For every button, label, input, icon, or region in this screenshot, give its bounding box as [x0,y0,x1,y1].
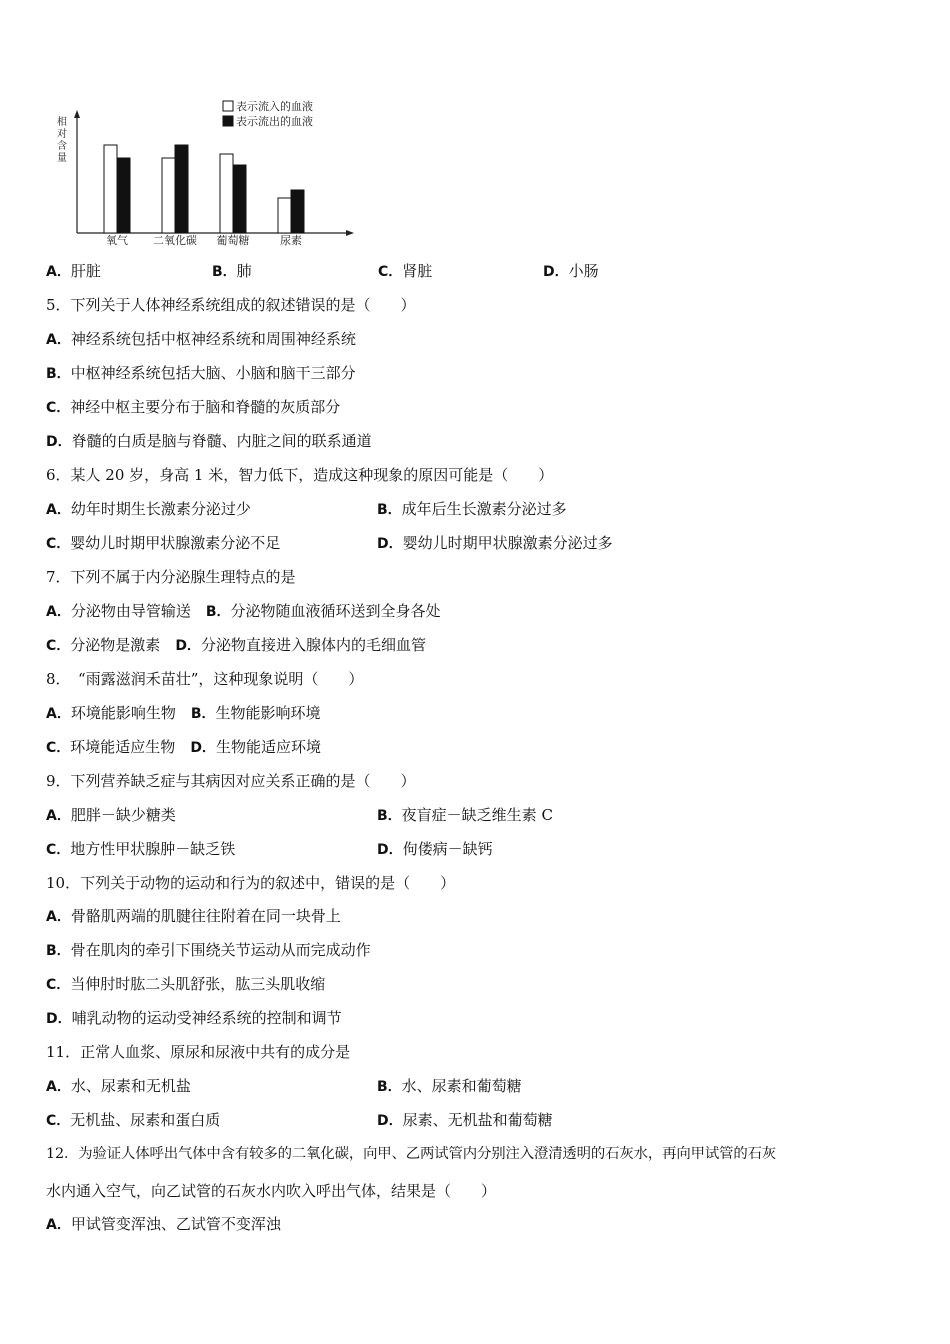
q11-option-a [46,1076,191,1097]
option-label: C． [46,400,71,416]
bar-inflow-3 [278,198,291,233]
q5-option-a [46,329,356,350]
legend-swatch-outflow [223,116,233,126]
option-text: 尿素、无机盐和葡萄糖 [402,1111,553,1129]
option-label: A． [46,1079,71,1095]
option-text: 生物能适应环境 [215,738,321,756]
q4-option-d [543,261,599,282]
option-text: 甲试管变浑浊、乙试管不变浑浊 [70,1215,281,1233]
option-label: A． [46,264,71,280]
q4-option-c [378,261,432,282]
q6-stem: 6．某人 20 岁，身高 1 米，智力低下，造成这种现象的原因可能是（ ） [46,466,554,484]
option-text: 神经中枢主要分布于脑和脊髓的灰质部分 [70,398,341,416]
q5-option-d [46,431,372,452]
option-text: 脊髓的白质是脑与脊髓、内脏之间的联系通道 [71,432,372,450]
q5-option-c [46,397,340,418]
option-text: 中枢神经系统包括大脑、小脑和脑干三部分 [70,364,356,382]
q11-stem: 11．正常人血浆、原尿和尿液中共有的成分是 [46,1043,351,1061]
option-text: 肥胖－缺少糖类 [70,806,176,824]
option-label: C． [46,842,71,858]
y-axis-arrow [74,110,80,118]
q6-option-b [377,499,567,520]
q6-option-d [377,533,613,554]
y-axis-label [57,115,67,164]
option-label: B． [377,808,402,824]
legend-swatch-inflow [223,101,233,111]
x-tick-label: 二氧化碳 [153,234,197,247]
option-text: 骨骼肌两端的肌腱往往附着在同一块骨上 [70,907,341,925]
option-text: 婴幼儿时期甲状腺激素分泌不足 [70,534,281,552]
q12-stem-line1: 12．为验证人体呼出气体中含有较多的二氧化碳，向甲、乙两试管内分别注入澄清透明的石灰水，再向甲试管的石灰 [46,1146,777,1162]
option-text: 佝偻病－缺钙 [402,840,493,858]
q8-stem: 8． “雨露滋润禾苗壮”，这种现象说明（ ） [46,670,364,688]
option-label: C． [46,740,71,756]
q10-stem: 10．下列关于动物的运动和行为的叙述中，错误的是（ ） [46,874,456,892]
option-label: A． [46,808,71,824]
q10-option-a [46,906,341,927]
option-label: C． [46,977,71,993]
option-text: 环境能影响生物 [70,704,176,722]
option-text: 分泌物直接进入腺体内的毛细血管 [200,636,426,654]
option-label: A． [46,332,71,348]
q9-option-d [377,839,493,860]
x-tick-label: 氧气 [106,234,128,247]
q8-options-row1 [46,703,321,724]
legend-label-inflow: 表示流入的血液 [236,100,313,113]
option-text: 夜盲症－缺乏维生素 C [401,806,553,824]
option-text: 骨在肌肉的牵引下围绕关节运动从而完成动作 [70,941,371,959]
q8-options-row2 [46,737,321,758]
legend-label-outflow: 表示流出的血液 [236,115,313,128]
option-label: B． [190,706,216,722]
y-axis-label-char: 含 [57,141,67,152]
option-label: C． [46,536,71,552]
option-label: D． [377,842,403,858]
option-label: A． [46,502,71,518]
option-text: 肺 [236,262,252,280]
option-label: C． [46,638,71,654]
q9-option-c [46,839,235,860]
q10-option-d [46,1008,342,1029]
bar-outflow-2 [233,165,246,233]
q11-option-d [377,1110,553,1131]
option-label: A． [46,1217,71,1233]
option-text: 幼年时期生长激素分泌过少 [70,500,251,518]
x-tick-label: 葡萄糖 [216,234,250,247]
bar-outflow-1 [175,145,188,233]
option-text: 无机盐、尿素和蛋白质 [70,1111,221,1129]
q4-option-a [46,261,101,282]
q7-options-row2 [46,635,426,656]
option-text: 哺乳动物的运动受神经系统的控制和调节 [71,1009,342,1027]
option-label: D． [46,434,72,450]
option-label: D． [377,536,403,552]
q12-stem-line2: 水内通入空气，向乙试管的石灰水内吹入呼出气体，结果是（ ） [46,1182,497,1200]
bar-inflow-1 [162,158,175,233]
q9-option-b [377,805,553,826]
q6-option-c [46,533,280,554]
q5-stem: 5．下列关于人体神经系统组成的叙述错误的是（ ） [46,296,416,314]
option-text: 婴幼儿时期甲状腺激素分泌过多 [402,534,613,552]
bar-inflow-0 [104,145,117,233]
q4-option-b [212,261,252,282]
option-label: B． [205,604,231,620]
option-text: 生物能影响环境 [215,704,321,722]
option-label: C． [46,1113,71,1129]
q7-options-row1 [46,601,441,622]
option-label: A． [46,706,71,722]
option-label: D． [543,264,569,280]
bar-inflow-2 [220,154,233,233]
option-label: A． [46,909,71,925]
option-text: 分泌物随血液循环送到全身各处 [230,602,441,620]
option-text: 分泌物是激素 [70,636,161,654]
option-label: B． [46,366,71,382]
x-tick-label: 尿素 [280,234,302,247]
option-text: 肝脏 [70,262,101,280]
option-text: 成年后生长激素分泌过多 [401,500,567,518]
q9-option-a [46,805,176,826]
q11-option-b [377,1076,522,1097]
option-label: A． [46,604,71,620]
blood-content-bar-chart [42,98,372,250]
q7-stem: 7．下列不属于内分泌腺生理特点的是 [46,568,296,586]
option-label: B． [212,264,237,280]
option-text: 肾脏 [402,262,433,280]
bar-outflow-0 [117,158,130,233]
bar-outflow-3 [291,190,304,233]
option-text: 分泌物由导管输送 [70,602,191,620]
option-label: C． [378,264,403,280]
option-text: 环境能适应生物 [70,738,176,756]
option-label: B． [377,502,402,518]
option-label: D． [46,1011,72,1027]
option-text: 神经系统包括中枢神经系统和周围神经系统 [70,330,356,348]
q5-option-b [46,363,356,384]
option-label: B． [377,1079,402,1095]
q6-option-a [46,499,251,520]
q10-option-c [46,974,325,995]
legend [223,99,313,128]
q9-stem: 9．下列营养缺乏症与其病因对应关系正确的是（ ） [46,772,416,790]
option-text: 水、尿素和葡萄糖 [401,1077,522,1095]
y-axis-label-char: 对 [57,129,67,140]
x-axis-arrow [346,230,354,236]
option-text: 地方性甲状腺肿－缺乏铁 [70,840,236,858]
option-text: 当伸肘时肱二头肌舒张，肱三头肌收缩 [70,975,326,993]
option-label: B． [46,943,71,959]
q11-option-c [46,1110,220,1131]
option-text: 小肠 [568,262,599,280]
y-axis-label-char: 量 [57,153,67,164]
option-label: D． [175,638,201,654]
option-label: D． [377,1113,403,1129]
q10-option-b [46,940,371,961]
option-text: 水、尿素和无机盐 [70,1077,191,1095]
q12-option-a [46,1214,281,1235]
option-label: D． [190,740,216,756]
y-axis-label-char: 相 [57,117,67,128]
